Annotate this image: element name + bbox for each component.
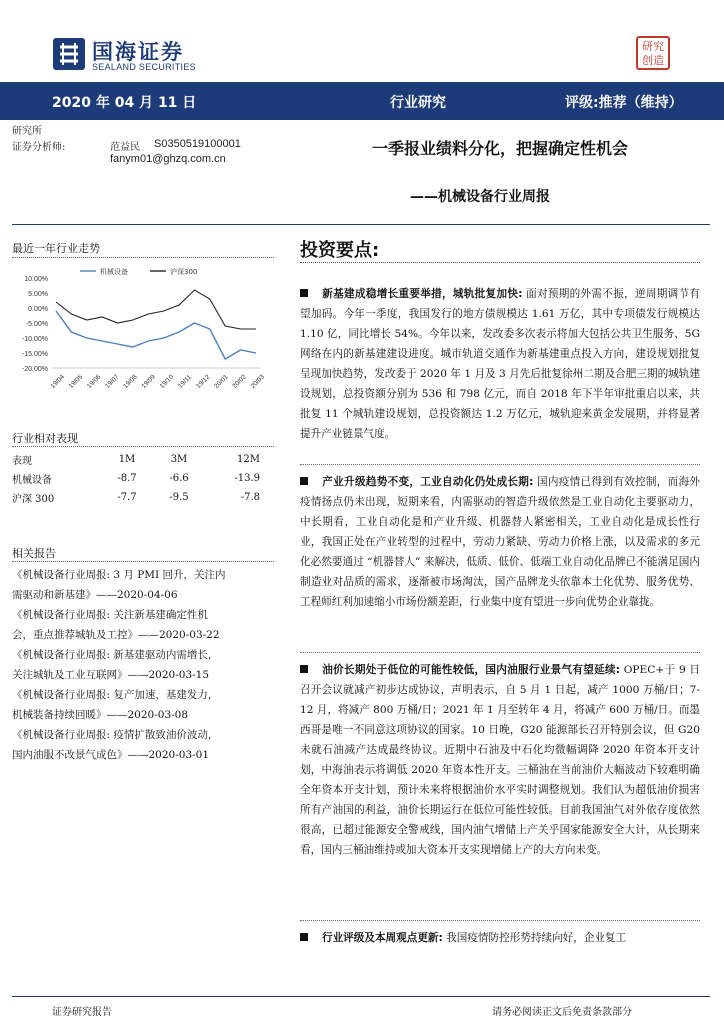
reports-divider [12, 561, 274, 562]
bullet-icon [300, 289, 308, 297]
y-tick-label: -5.00% [25, 321, 48, 328]
bullet-icon [300, 933, 308, 941]
paragraph-divider [300, 652, 700, 653]
y-tick-label: -20.00% [21, 366, 48, 373]
research-seal: 研究 创造 [636, 36, 670, 70]
x-tick-label: 19/07 [104, 373, 121, 390]
key-points-heading: 投资要点: [300, 240, 380, 261]
trend-heading: 最近一年行业走势 [12, 242, 100, 255]
performance-col-header: 表现 [12, 456, 32, 467]
x-tick-label: 19/11 [176, 373, 194, 390]
report-link[interactable]: 《机械设备行业周报: 复产加速，基建发力， 机械装备持续回暖》——2020-03-08 [12, 689, 219, 721]
legend-label: 沪深300 [170, 268, 198, 276]
x-tick-label: 19/08 [122, 373, 139, 390]
reports-heading: 相关报告 [12, 547, 56, 560]
table-cell: -7.7 [117, 492, 137, 503]
report-link[interactable]: 《机械设备行业周报: 疫情扩散致油价波动， 国内油服不改景气成色》——2020-03-01 [12, 729, 219, 761]
dept-label: 研究所 [12, 126, 42, 137]
rating-badge: 评级:推荐（维持） [565, 95, 683, 111]
footer-divider [12, 996, 710, 997]
trend-divider [12, 257, 274, 258]
table-row [12, 488, 260, 507]
table-cell: -7.8 [240, 492, 260, 503]
related-reports-list [12, 565, 274, 765]
x-tick-label: 19/09 [140, 373, 157, 390]
key-point-oil-services: 油价长期处于低位的可能性较低，国内油服行业景气有望延续: OPEC+于 9 日召开会议就减产初步达成协议，声明表示，自 5 月 1 日起，减产 1000 万桶/日；7-12 月，将减产 800 万桶/日；2021 年 1 月至转年 4 月，将减产 600 万桶/日。而墨西哥是唯一不同意这项协议的国家。10 日晚，G20 能源部长召开特别会议，但 G20 未就石油减产达成最终协议。近期中石油及中石化均微幅调降 2020 年资本开支计划，中海油表示将调低 2020 年资本性开支。三桶油在当前油价大幅波动下较难明确全年资本开支计划，预计未来将根据油价水平实时调整规划。我们认为超低油价损害所有产油国的利益，油价长期运行在低位可能性较低。目前我国油气对外依存度依然很高，已超过能源安全警戒线，国内油气增储上产关乎国家能源安全大计，从长期来看，国内三桶油维持或加大资本开支实现增储上产的大方向未变。 [300, 664, 701, 856]
performance-col-header: 3M [170, 454, 188, 465]
report-link[interactable]: 《机械设备行业周报: 新基建驱动内需增长， 关注城轨及工业互联网》——2020-03-15 [12, 649, 219, 681]
key-point-infrastructure: 新基建成稳增长重要举措，城轨批复加快: 面对预期的外需不振，逆周期调节有望加码。今年一季度，我国发行的地方债规模达 1.61 万亿，其中专项债发行规模达 1.10 亿，同比增长 54%。今年以来，发改委多次表示将加大包括公共卫生服务、5G 网络在内的新基建建设进度。城市轨道交通作为新基建重点投入方向，建设规划批复呈现加快趋势，发改委于 2020 年 1 月及 3 月先后批复徐州二期及合肥三期的城轨建设规划，总投资额分别为 536 和 798 亿元，而自 2018 年下半年审批重启以来，共批复 11 个城轨建设规划，总投资额达 1.2 万亿元，城轨迎来黄金发展期，并将显著提升产业链景气度。 [300, 288, 700, 440]
paragraph-divider [300, 920, 700, 921]
report-link[interactable]: 《机械设备行业周报: 关注新基建确定性机 会，重点推荐城轨及工控》——2020-03-22 [12, 609, 220, 641]
performance-divider [12, 446, 274, 447]
table-cell: 机械设备 [12, 475, 52, 486]
analyst-email[interactable]: fanym01@ghzq.com.cn [110, 153, 226, 165]
x-tick-label: 20/01 [213, 373, 230, 390]
x-tick-label: 19/05 [67, 373, 85, 390]
table-cell: 沪深 300 [12, 494, 55, 505]
report-date: 2020 年 04 月 11 日 [52, 95, 197, 111]
x-tick-label: 19/10 [158, 373, 176, 390]
key-point-rating-update: 行业评级及本周观点更新: 我国疫情防控形势持续向好，企业复工 [300, 928, 700, 948]
bullet-icon [300, 477, 308, 485]
title-divider [12, 224, 710, 225]
legend-label: 机械设备 [100, 268, 128, 276]
brand-name-en: SEALAND SECURITIES [92, 62, 196, 72]
performance-col-header: 12M [237, 454, 260, 465]
report-link[interactable]: 《机械设备行业周报: 3 月 PMI 回升，关注内 需驱动和新基建》——2020-04-06 [12, 569, 226, 601]
x-tick-label: 20/02 [231, 373, 248, 390]
x-tick-label: 19/06 [85, 373, 103, 390]
performance-heading: 行业相对表现 [12, 432, 78, 445]
y-tick-label: -10.00% [21, 336, 48, 343]
footer-left: 证券研究报告 [52, 1007, 112, 1018]
table-cell: -6.6 [169, 473, 189, 484]
report-subtitle: ——机械设备行业周报 [410, 189, 550, 205]
y-tick-label: 10.00% [24, 276, 48, 283]
analyst-id: S0350519100001 [154, 138, 241, 150]
table-cell: -8.7 [117, 473, 137, 484]
y-tick-label: 0.00% [28, 306, 48, 313]
table-row [12, 469, 260, 488]
report-category: 行业研究 [390, 95, 446, 111]
analyst-role: 证券分析师: [12, 142, 66, 153]
performance-header-row [12, 450, 260, 469]
x-tick-label: 19/04 [49, 373, 66, 390]
key-point-automation: 产业升级趋势不变，工业自动化仍处成长期: 国内疫情已得到有效控制，而海外疫情扬点仍未出现，短期来看，内需驱动的智造升级依然是工业自动化主要驱动力，中长期看，工业自动化是和产业升级、机器替人紧密相关，工业自动化是成长性行业，我国正处在产业转型的过程中，劳动力紧缺、劳动力价格上涨，以及需求的多元化必然要通过 “机器替人” 来解决，低质、低价、低端工业自动化品牌已不能满足国内制造业对品质的需求，逐渐被市场淘汰，国产品牌龙头依靠本土化优势、服务优势、工程师红利加速缩小市场份额差距，行业集中度有望进一步向优势企业靠拢。 [300, 476, 700, 608]
y-tick-label: -15.00% [21, 351, 48, 358]
table-cell: -13.9 [234, 473, 260, 484]
trend-chart [12, 262, 274, 394]
analyst-name: 范益民 [110, 142, 140, 153]
y-tick-label: 5.00% [28, 291, 48, 298]
series-line-0 [56, 311, 256, 359]
report-title: 一季报业绩料分化，把握确定性机会 [371, 139, 628, 158]
performance-table [12, 450, 260, 507]
bullet-icon [300, 665, 308, 673]
footer-right: 请务必阅读正文后免责条款部分 [492, 1007, 632, 1018]
series-line-1 [56, 290, 256, 329]
x-tick-label: 19/12 [194, 373, 212, 390]
paragraph-divider [300, 464, 700, 465]
sealand-logo-icon [52, 37, 86, 71]
brand-name-cn: 国海证券 [92, 40, 184, 64]
x-tick-label: 20/03 [249, 373, 266, 390]
table-cell: -9.5 [169, 492, 189, 503]
key-points-divider [300, 262, 700, 263]
performance-col-header: 1M [118, 454, 136, 465]
